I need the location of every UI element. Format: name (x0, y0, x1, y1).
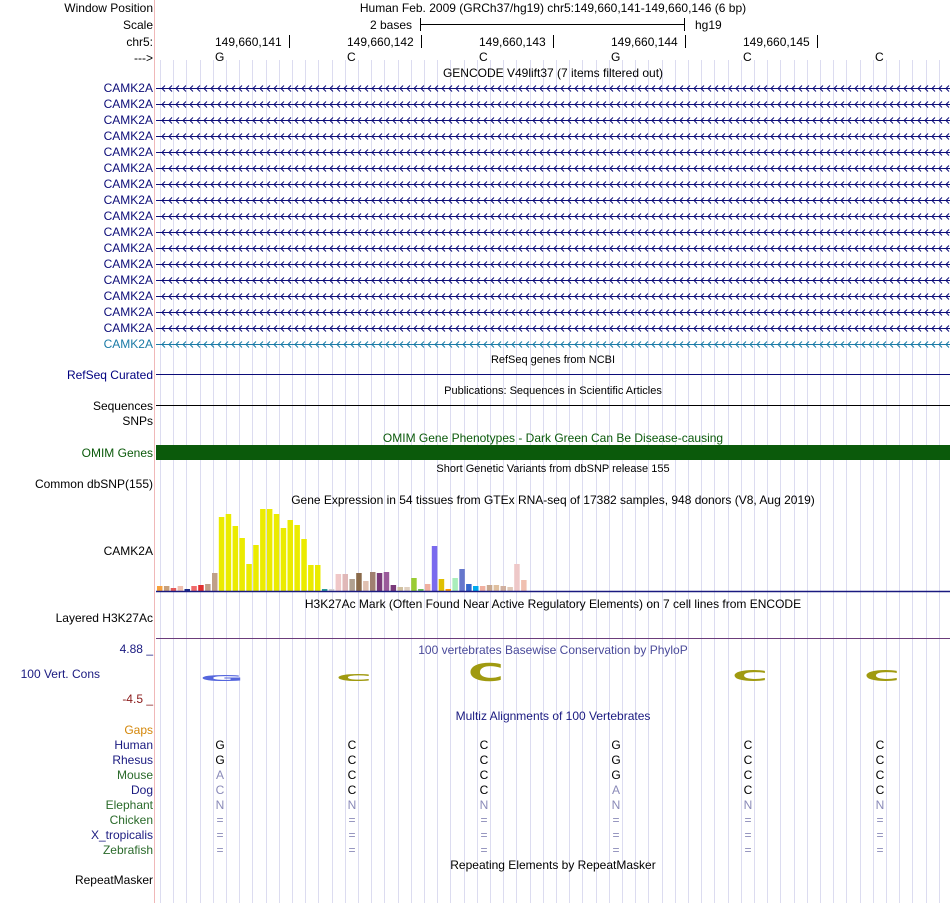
gtex-tissue-bar[interactable] (274, 514, 280, 591)
gtex-tissue-bar[interactable] (459, 569, 465, 591)
multiz-base: C (215, 783, 225, 797)
base-letter: C (479, 50, 488, 64)
multiz-species-label[interactable]: Rhesus (112, 753, 153, 767)
multiz-base: C (743, 738, 753, 752)
gencode-transcript-line[interactable] (156, 246, 950, 252)
refseq-track-label[interactable]: RefSeq Curated (66, 368, 153, 382)
multiz-base: C (479, 768, 489, 782)
gencode-transcript-line[interactable] (156, 134, 950, 140)
multiz-base: = (480, 828, 488, 842)
publications-track-title: Publications: Sequences in Scientific Articles (444, 385, 662, 397)
multiz-base: = (612, 813, 620, 827)
multiz-base: = (744, 843, 752, 857)
gtex-tissue-bar[interactable] (171, 588, 177, 591)
gencode-transcript-line[interactable] (156, 278, 950, 284)
multiz-base: N (743, 798, 753, 812)
gtex-tissue-bar[interactable] (336, 574, 342, 591)
multiz-base: C (743, 783, 753, 797)
multiz-base: C (479, 753, 489, 767)
multiz-species-label[interactable]: X_tropicalis (90, 828, 153, 842)
gtex-tissue-bar[interactable] (281, 528, 287, 591)
multiz-base: G (611, 768, 621, 782)
gencode-transcript-label[interactable]: CAMK2A (103, 273, 153, 287)
omim-gene-bar[interactable] (156, 445, 950, 460)
gencode-transcript-label[interactable]: CAMK2A (103, 145, 153, 159)
multiz-base: = (612, 828, 620, 842)
cons-max-label: 4.88 _ (119, 642, 153, 656)
gtex-tissue-bar[interactable] (494, 585, 500, 591)
gtex-tissue-bar[interactable] (260, 509, 266, 591)
coordinate-tick-label: 149,660,141 (215, 35, 282, 49)
gtex-tissue-bar[interactable] (219, 517, 225, 591)
gencode-transcript-label[interactable]: CAMK2A (103, 289, 153, 303)
multiz-base: C (875, 768, 885, 782)
gencode-transcript-label[interactable]: CAMK2A (103, 193, 153, 207)
multiz-base: G (611, 738, 621, 752)
multiz-base: = (876, 828, 884, 842)
gtex-tissue-bar[interactable] (301, 539, 307, 591)
gencode-transcript-label[interactable]: CAMK2A (103, 97, 153, 111)
gencode-transcript-label[interactable]: CAMK2A (103, 337, 153, 351)
gencode-transcript-label[interactable]: CAMK2A (103, 257, 153, 271)
multiz-base: N (347, 798, 357, 812)
coordinate-tick-label: 149,660,144 (611, 35, 678, 49)
gtex-track-label[interactable]: CAMK2A (103, 544, 153, 558)
gtex-tissue-bar[interactable] (322, 589, 328, 591)
gtex-tissue-bar[interactable] (356, 573, 362, 591)
gtex-tissue-bar[interactable] (349, 579, 355, 591)
gtex-tissue-bar[interactable] (432, 546, 438, 591)
multiz-base: = (612, 843, 620, 857)
gtex-tissue-bar[interactable] (473, 586, 479, 591)
gtex-tissue-bar[interactable] (398, 587, 404, 591)
coordinate-tick-label: 149,660,143 (479, 35, 546, 49)
multiz-base: G (215, 753, 225, 767)
gtex-tissue-bar[interactable] (363, 581, 369, 591)
multiz-species-label[interactable]: Zebrafish (102, 843, 153, 857)
gtex-tissue-bar[interactable] (521, 580, 527, 591)
gtex-tissue-bar[interactable] (329, 589, 335, 591)
gtex-tissue-bar[interactable] (294, 525, 300, 591)
cons-logo-letter: C (732, 666, 768, 685)
gencode-transcript-line[interactable] (156, 86, 950, 92)
gtex-tissue-bar[interactable] (288, 520, 294, 591)
multiz-base: C (743, 753, 753, 767)
gencode-transcript-line[interactable] (156, 198, 950, 204)
gtex-tissue-bar[interactable] (487, 585, 493, 591)
gtex-tissue-bar[interactable] (501, 586, 507, 591)
gtex-tissue-bar[interactable] (178, 586, 184, 591)
gtex-tissue-bar[interactable] (439, 579, 445, 591)
gtex-tissue-bar[interactable] (185, 589, 191, 591)
gtex-tissue-bar[interactable] (191, 586, 197, 591)
gtex-tissue-bar[interactable] (411, 578, 417, 591)
gtex-tissue-bar[interactable] (452, 578, 458, 591)
chrom-label: chr5: (126, 35, 153, 49)
strand-label: ---> (134, 51, 153, 65)
gencode-transcript-label[interactable]: CAMK2A (103, 241, 153, 255)
gtex-tissue-bar[interactable] (267, 509, 273, 591)
multiz-base: G (215, 738, 225, 752)
gtex-tissue-bar[interactable] (370, 572, 376, 591)
multiz-base: C (875, 783, 885, 797)
multiz-base: A (611, 783, 620, 797)
h3k27ac-track-title: H3K27Ac Mark (Often Found Near Active Regulatory Elements) on 7 cell lines from ENCODE (304, 597, 802, 611)
multiz-base: = (216, 843, 224, 857)
multiz-base: C (743, 768, 753, 782)
cons-logo-letter: C (468, 658, 504, 688)
gtex-tissue-bar[interactable] (446, 589, 452, 591)
multiz-base: = (744, 813, 752, 827)
gtex-tissue-bar[interactable] (377, 573, 383, 591)
base-letter: C (875, 50, 884, 64)
gtex-tissue-bar[interactable] (198, 585, 204, 591)
multiz-base: = (348, 813, 356, 827)
omim-track-label[interactable]: OMIM Genes (81, 446, 153, 460)
gencode-transcript-label[interactable]: CAMK2A (103, 161, 153, 175)
multiz-species-label[interactable]: Chicken (109, 813, 153, 827)
gtex-tissue-bar[interactable] (466, 584, 472, 591)
gencode-transcript-label[interactable]: CAMK2A (103, 305, 153, 319)
gencode-transcript-label[interactable]: CAMK2A (103, 81, 153, 95)
gencode-transcript-label[interactable]: CAMK2A (103, 129, 153, 143)
multiz-base: = (348, 828, 356, 842)
gtex-tissue-bar[interactable] (514, 564, 520, 591)
base-letter: G (215, 50, 225, 64)
gencode-transcript-line[interactable] (156, 102, 950, 108)
refseq-track-title: RefSeq genes from NCBI (490, 354, 616, 366)
multiz-base: C (875, 753, 885, 767)
gtex-tissue-bar[interactable] (239, 538, 245, 591)
coordinate-tick-label: 149,660,142 (347, 35, 414, 49)
assembly-name: hg19 (695, 18, 722, 32)
multiz-base: C (875, 738, 885, 752)
multiz-base: C (347, 738, 357, 752)
multiz-base: = (348, 843, 356, 857)
multiz-base: N (215, 798, 225, 812)
gtex-tissue-bar[interactable] (205, 584, 211, 591)
window-position-label: Window Position (64, 1, 153, 15)
gencode-transcript-line[interactable] (156, 294, 950, 300)
gencode-transcript-line[interactable] (156, 150, 950, 156)
gtex-tissue-bar[interactable] (226, 514, 232, 591)
gencode-transcript-line[interactable] (156, 230, 950, 236)
omim-track-title: OMIM Gene Phenotypes - Dark Green Can Be Disease-causing (382, 431, 724, 445)
gencode-transcript-line[interactable] (156, 166, 950, 172)
cons-track-label[interactable]: 100 Vert. Cons (20, 667, 100, 681)
cons-min-label: -4.5 _ (122, 692, 153, 706)
gencode-transcript-line[interactable] (156, 182, 950, 188)
multiz-base: A (215, 768, 224, 782)
multiz-track-title: Multiz Alignments of 100 Vertebrates (455, 709, 651, 723)
gencode-transcript-label[interactable]: CAMK2A (103, 209, 153, 223)
gtex-track-title: Gene Expression in 54 tissues from GTEx RNA-seq of 17382 samples, 948 donors (V8, Aug 2019) (291, 493, 815, 507)
gtex-tissue-bar[interactable] (308, 565, 314, 591)
cons-logo-letter: C (336, 672, 372, 684)
multiz-base: C (347, 783, 357, 797)
cons-logo-letter: C (864, 666, 900, 685)
base-letter: C (743, 50, 752, 64)
gencode-track-title: GENCODE V49lift37 (7 items filtered out) (442, 66, 664, 80)
base-letter: C (347, 50, 356, 64)
multiz-base: = (216, 813, 224, 827)
repeatmasker-track-label[interactable]: RepeatMasker (74, 873, 153, 887)
coordinate-tick-label: 149,660,145 (743, 35, 810, 49)
gencode-transcript-line[interactable] (156, 326, 950, 332)
multiz-base: = (480, 813, 488, 827)
gencode-transcript-line[interactable] (156, 118, 950, 124)
multiz-species-label[interactable]: Mouse (116, 768, 153, 782)
multiz-base: C (479, 783, 489, 797)
cons-logo-letter: G (199, 673, 245, 684)
dbsnp-track-title: Short Genetic Variants from dbSNP release 155 (436, 463, 670, 475)
gencode-transcript-label[interactable]: CAMK2A (103, 113, 153, 127)
gtex-tissue-bar[interactable] (315, 565, 321, 591)
gtex-tissue-bar[interactable] (164, 586, 170, 591)
cons-track-title: 100 vertebrates Basewise Conservation by PhyloP (418, 643, 688, 657)
h3k27ac-track-label[interactable]: Layered H3K27Ac (55, 611, 153, 625)
multiz-species-label[interactable]: Gaps (124, 723, 153, 737)
multiz-base: = (216, 828, 224, 842)
multiz-base: N (611, 798, 621, 812)
base-letter: G (611, 50, 621, 64)
gtex-tissue-bar[interactable] (418, 589, 424, 591)
multiz-base: N (875, 798, 885, 812)
multiz-base: C (479, 738, 489, 752)
scale-label: Scale (122, 18, 153, 32)
multiz-base: = (480, 843, 488, 857)
gtex-tissue-bar[interactable] (391, 585, 397, 591)
dbsnp-track-label[interactable]: Common dbSNP(155) (34, 477, 153, 491)
gencode-transcript-line[interactable] (156, 310, 950, 316)
repeatmasker-track-title: Repeating Elements by RepeatMasker (450, 858, 656, 872)
gencode-transcript-label[interactable]: CAMK2A (103, 225, 153, 239)
gencode-transcript-line[interactable] (156, 214, 950, 220)
gencode-transcript-line[interactable] (156, 262, 950, 268)
window-position-text: Human Feb. 2009 (GRCh37/hg19) chr5:149,660,141-149,660,146 (6 bp) (359, 1, 747, 15)
scale-bases: 2 bases (370, 18, 413, 32)
gencode-transcript-label[interactable]: CAMK2A (103, 321, 153, 335)
multiz-base: C (347, 768, 357, 782)
gtex-tissue-bar[interactable] (253, 545, 259, 591)
gtex-tissue-bar[interactable] (157, 586, 163, 591)
gtex-tissue-bar[interactable] (246, 564, 252, 591)
multiz-species-label[interactable]: Human (114, 738, 153, 752)
gencode-transcript-label[interactable]: CAMK2A (103, 177, 153, 191)
publications-sequences-label[interactable]: Sequences (92, 399, 153, 413)
gtex-tissue-bar[interactable] (480, 586, 486, 591)
gtex-tissue-bar[interactable] (212, 573, 218, 591)
gtex-tissue-bar[interactable] (404, 587, 410, 591)
gtex-tissue-bar[interactable] (384, 572, 390, 591)
multiz-base: N (479, 798, 489, 812)
gtex-tissue-bar[interactable] (425, 584, 431, 591)
gtex-tissue-bar[interactable] (343, 574, 349, 591)
multiz-species-label[interactable]: Elephant (105, 798, 153, 812)
gencode-transcript-line[interactable] (156, 342, 950, 348)
publications-snps-label[interactable]: SNPs (122, 414, 153, 428)
multiz-base: = (744, 828, 752, 842)
multiz-base: C (347, 753, 357, 767)
gtex-tissue-bar[interactable] (507, 587, 513, 591)
multiz-base: = (876, 813, 884, 827)
multiz-base: = (876, 843, 884, 857)
gtex-tissue-bar[interactable] (233, 526, 239, 591)
multiz-species-label[interactable]: Dog (130, 783, 153, 797)
multiz-base: G (611, 753, 621, 767)
